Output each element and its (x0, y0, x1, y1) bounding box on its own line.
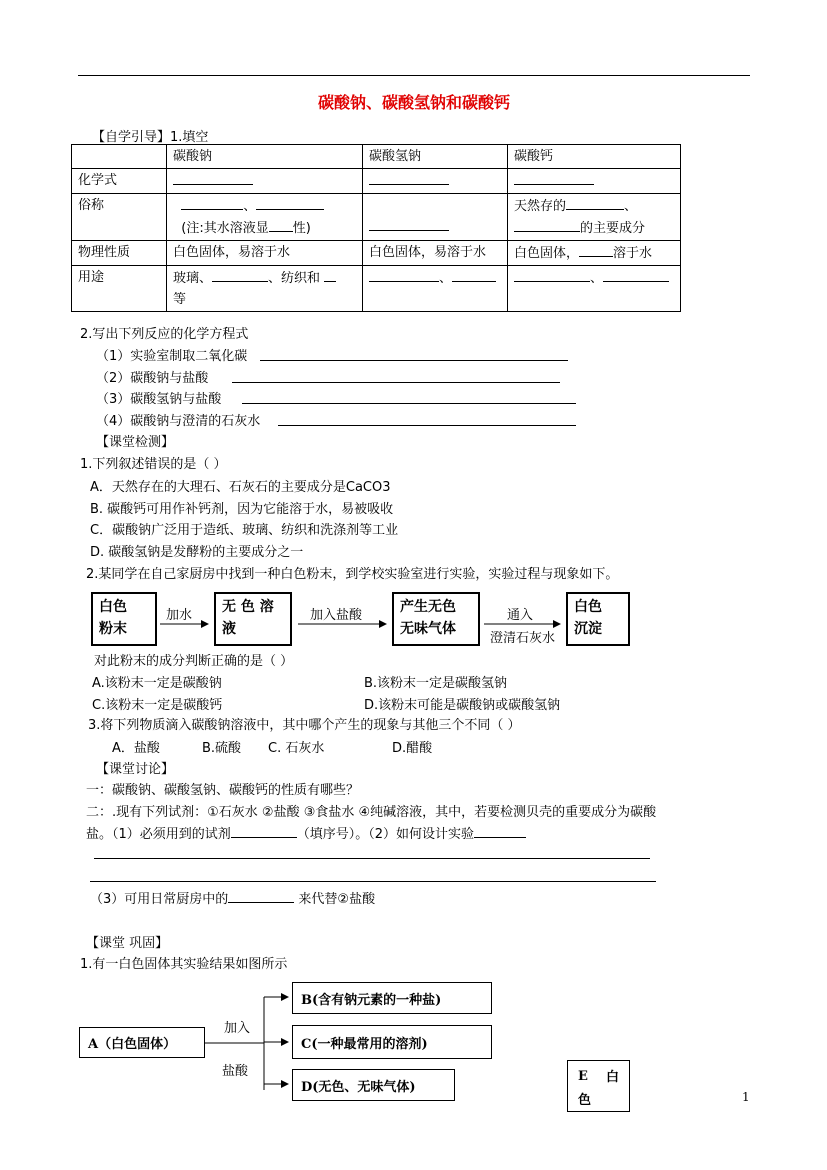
use-text: 玻璃、 (173, 271, 213, 286)
box-text: 沉淀 (574, 621, 602, 637)
table-cell: 白色固体，易溶于水 (167, 241, 363, 266)
blank[interactable] (566, 195, 624, 210)
phys-text-end: 溶于水 (613, 246, 653, 261)
table-cell: 白色固体，易溶于水 (363, 241, 508, 266)
table-row (72, 194, 681, 241)
blank[interactable] (231, 823, 297, 838)
question-1: 1.下列叙述错误的是（ ） (80, 457, 227, 472)
blank[interactable] (269, 217, 293, 232)
question-3: 3.将下列物质滴入碳酸钠溶液中，其中哪个产生的现象与其他三个不同（ ） (88, 718, 521, 733)
arrow-label: 加水 (166, 608, 193, 623)
option: D.醋酸 (392, 741, 433, 756)
answer-line[interactable] (90, 881, 656, 882)
table-cell: 碳酸钙 (508, 145, 681, 169)
blank[interactable] (452, 267, 496, 282)
q2-item: （2）碳酸钠与盐酸 (96, 371, 209, 386)
table-row (72, 266, 681, 312)
answer-line[interactable] (278, 425, 576, 426)
blank[interactable] (256, 195, 324, 210)
text: 来代替②盐酸 (298, 892, 376, 907)
blank[interactable] (514, 267, 590, 282)
phys-text: 白色固体， (514, 246, 580, 261)
header-rule (78, 75, 750, 76)
table-cell (508, 169, 681, 194)
flow-box-precipitate (566, 592, 630, 646)
table-row (72, 241, 681, 266)
table-header-row (72, 145, 681, 169)
table-cell (508, 194, 681, 241)
flow-box-gas (392, 592, 480, 646)
arrow-label: 澄清石灰水 (490, 631, 556, 646)
box-text: 产生无色 (400, 599, 456, 615)
table-cell (363, 169, 508, 194)
fill-table (71, 144, 681, 312)
box-text: 粉末 (99, 621, 127, 637)
row-label: 物理性质 (72, 241, 167, 266)
blank[interactable] (173, 170, 253, 185)
blank[interactable] (474, 823, 526, 838)
table-cell (508, 266, 681, 312)
self-study-heading: 【自学引导】1.填空 (92, 130, 209, 145)
use-text: 等 (173, 292, 187, 307)
q2-item: （4）碳酸钠与澄清的石灰水 (96, 414, 261, 429)
blank[interactable] (369, 216, 449, 231)
text: 盐。（1）必须用到的试剂 (86, 827, 231, 842)
arrow-label: 通入 (507, 608, 534, 623)
separator: 、 (243, 199, 257, 214)
table-cell (363, 266, 508, 312)
box-e-text: 色 (578, 1093, 592, 1108)
option: C. 石灰水 (268, 741, 325, 756)
table-row (72, 169, 681, 194)
question-1: 1.有一白色固体其实验结果如图所示 (80, 957, 288, 972)
arrow-label: 加入盐酸 (310, 608, 363, 623)
discussion-line (90, 888, 375, 907)
text: （填序号）。（2）如何设计实验 (296, 827, 475, 842)
discussion-line: 二：.现有下列试剂：①石灰水 ②盐酸 ③食盐水 ④纯碱溶液，其中，若要检测贝壳的重要成分为碳酸 (86, 805, 657, 820)
table-cell: 碳酸钠 (167, 145, 363, 169)
blank[interactable] (579, 242, 613, 257)
box-e (567, 1060, 630, 1112)
table-cell (508, 241, 681, 266)
separator: 、 (624, 199, 638, 214)
box-text: 无味气体 (400, 621, 456, 637)
table-cell (363, 194, 508, 241)
table-cell (167, 169, 363, 194)
option: B.硫酸 (202, 741, 242, 756)
blank[interactable] (212, 267, 268, 282)
q2-stem: 对此粉末的成分判断正确的是（ ） (94, 654, 294, 669)
page-title: 碳酸钠、碳酸氢钠和碳酸钙 (318, 93, 511, 112)
box-text: 无 色 溶 (222, 599, 274, 615)
table-cell (167, 266, 363, 312)
box-e-text: 白 (606, 1070, 620, 1085)
box-c: C(一种最常用的溶剂) (292, 1025, 492, 1059)
option: C.该粉末一定是碳酸钙 (92, 698, 223, 713)
question-2: 2.某同学在自己家厨房中找到一种白色粉末，到学校实验室进行实验，实验过程与现象如下。 (86, 567, 619, 582)
answer-line[interactable] (232, 382, 560, 383)
table-cell (167, 194, 363, 241)
blank[interactable] (514, 217, 580, 232)
blank[interactable] (514, 170, 594, 185)
natural-text: 天然存的 (514, 199, 567, 214)
blank[interactable] (324, 267, 336, 282)
row-label: 化学式 (72, 169, 167, 194)
blank[interactable] (228, 888, 294, 903)
answer-line[interactable] (260, 360, 568, 361)
use-text: 、纺织和 (268, 271, 321, 286)
note-text: (注:其水溶液显 (181, 221, 269, 236)
option: A．天然存在的大理石、石灰石的主要成分是CaCO3 (90, 480, 391, 495)
box-d: D(无色、无味气体) (292, 1069, 455, 1101)
row-label: 用途 (72, 266, 167, 312)
blank[interactable] (181, 195, 243, 210)
consolidation-heading: 【课堂 巩固】 (86, 936, 169, 951)
answer-line[interactable] (242, 403, 576, 404)
main-component-text: 的主要成分 (580, 221, 646, 236)
option: A．盐酸 (112, 741, 160, 756)
flow-box-solution (214, 592, 292, 646)
add-label: 加入 (224, 1021, 251, 1036)
row-label: 俗称 (72, 194, 167, 241)
box-text: 白色 (99, 599, 127, 615)
blank[interactable] (369, 267, 439, 282)
blank[interactable] (369, 170, 449, 185)
separator: 、 (439, 271, 453, 286)
box-text: 白色 (574, 599, 602, 615)
option: C．碳酸钠广泛用于造纸、玻璃、纺织和洗涤剂等工业 (90, 523, 399, 538)
box-e-text: E (578, 1069, 588, 1084)
q2-title: 2.写出下列反应的化学方程式 (80, 327, 249, 342)
box-b: B(含有钠元素的一种盐) (292, 982, 492, 1014)
q2-item: （1）实验室制取二氧化碳 (96, 349, 248, 364)
option: B.该粉末一定是碳酸氢钠 (364, 676, 508, 691)
acid-label: 盐酸 (222, 1064, 249, 1079)
discussion-line (86, 823, 526, 842)
box-text: 液 (222, 621, 236, 637)
answer-line[interactable] (94, 858, 650, 859)
text: （3）可用日常厨房中的 (90, 892, 229, 907)
option: B. 碳酸钙可用作补钙剂，因为它能溶于水，易被吸收 (90, 502, 394, 517)
box-a: A（白色固体） (79, 1027, 205, 1058)
page-number: 1 (742, 1090, 750, 1104)
discussion-line: 一：碳酸钠、碳酸氢钠、碳酸钙的性质有哪些？ (86, 783, 360, 798)
note-end: 性) (292, 221, 311, 236)
class-check-heading: 【课堂检测】 (96, 435, 175, 450)
table-cell (72, 145, 167, 169)
q2-item: （3）碳酸氢钠与盐酸 (96, 392, 222, 407)
blank[interactable] (603, 267, 669, 282)
option: D.该粉末可能是碳酸钠或碳酸氢钠 (364, 698, 561, 713)
separator: 、 (590, 271, 604, 286)
option: D. 碳酸氢钠是发酵粉的主要成分之一 (90, 545, 304, 560)
option: A.该粉末一定是碳酸钠 (92, 676, 222, 691)
flow-box-powder (91, 592, 157, 646)
discussion-heading: 【课堂讨论】 (96, 762, 175, 777)
table-cell: 碳酸氢钠 (363, 145, 508, 169)
